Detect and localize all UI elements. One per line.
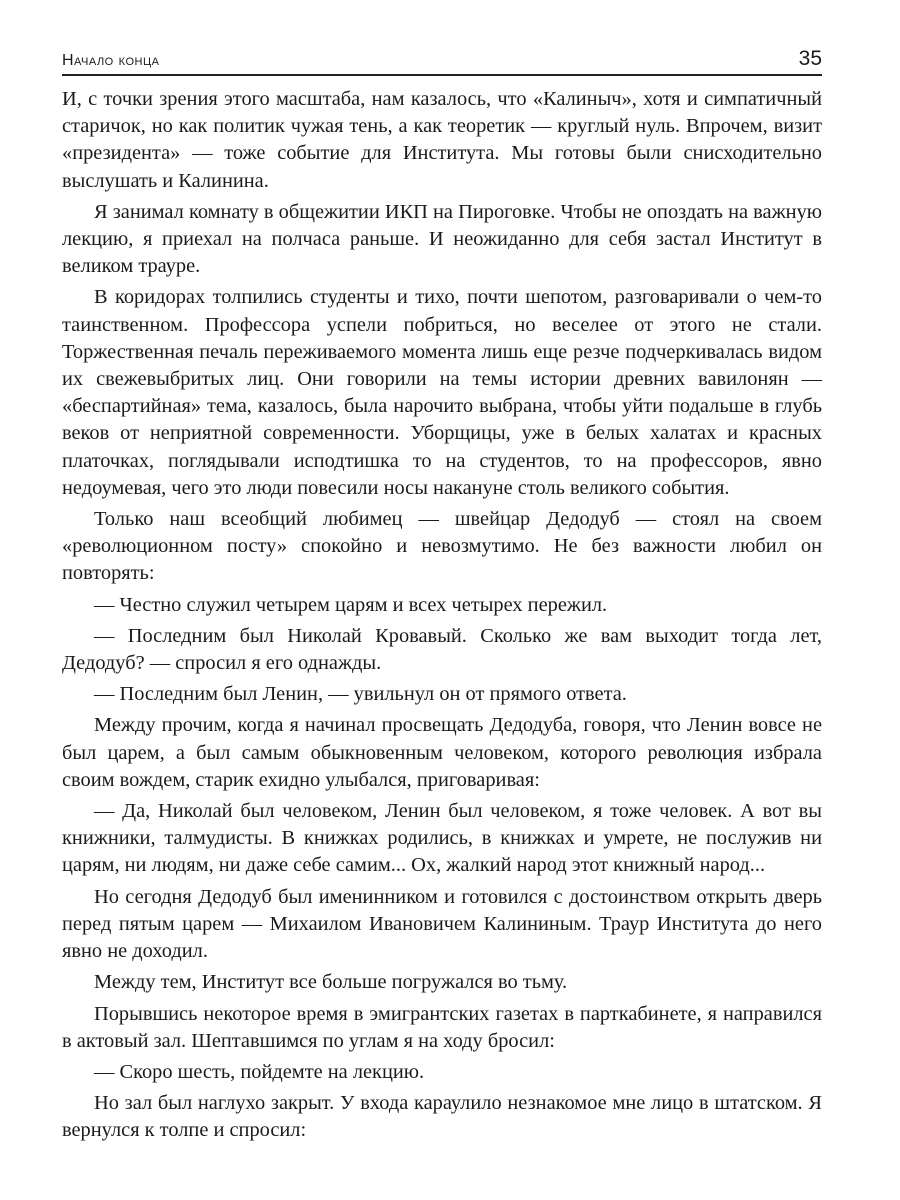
paragraph: И, с точки зрения этого масштаба, нам казалось, что «Калиныч», хотя и симпатичный старичок, но как политик чужая тень, а как теоретик — круглый нуль. Впрочем, визит «президента» — тоже событие для Института. Мы готовы были снисходительно выслушать и Калинина. bbox=[62, 88, 822, 192]
chapter-title: Начало конца bbox=[62, 52, 160, 69]
dialogue-line: — Последним был Николай Кровавый. Сколько же вам выходит тогда лет, Дедодуб? — спросил я его однажды. bbox=[62, 624, 822, 675]
paragraph: Только наш всеобщий любимец — швейцар Дедодуб — стоял на своем «революционном посту» спокойно и невозмутимо. Не без важности любил он повторять: bbox=[62, 508, 822, 585]
paragraph: Но зал был наглухо закрыт. У входа караулило незнакомое мне лицо в штатском. Я вернулся к толпе и спросил: bbox=[62, 1092, 822, 1142]
body-text bbox=[62, 86, 822, 1149]
dialogue-line: — Честно служил четырем царям и всех четырех пережил. bbox=[94, 593, 608, 616]
dialogue-line: — Скоро шесть, пойдемте на лекцию. bbox=[94, 1060, 425, 1083]
page-number: 35 bbox=[798, 47, 822, 70]
dialogue-line: — Да, Николай был человеком, Ленин был человеком, я тоже человек. А вот вы книжники, талмудисты. В книжках родились, в книжках и умрете, не послужив ни царям, ни людям, ни даже себе самим... Ох, жалкий народ этот книжный народ... bbox=[62, 800, 822, 877]
paragraph: Но сегодня Дедодуб был именинником и готовился с достоинством открыть дверь перед пятым царем — Михаилом Ивановичем Калининым. Траур Института до него явно не доходил. bbox=[62, 885, 822, 963]
paragraph: Между тем, Институт все больше погружался во тьму. bbox=[94, 971, 568, 994]
dialogue-line: — Последним был Ленин, — увильнул он от прямого ответа. bbox=[94, 683, 627, 706]
paragraph: Между прочим, когда я начинал просвещать Дедодуба, говоря, что Ленин вовсе не был царем, а был самым обыкновенным человеком, которого революция избрала своим вождем, старик ехидно улыбался, приговаривая: bbox=[62, 714, 822, 791]
paragraph: Я занимал комнату в общежитии ИКП на Пироговке. Чтобы не опоздать на важную лекцию, я приехал на полчаса раньше. И неожиданно для себя застал Институт в великом трауре. bbox=[62, 200, 822, 278]
paragraph: В коридорах толпились студенты и тихо, почти шепотом, разговаривали о чем-то таинственном. Профессора успели побриться, но веселее от этого не стали. Торжественная печаль переживаемого момента лишь еще резче подчеркивалась видом их свежевыбритых лиц. Они говорили на темы истории древних вавилонян — «беспартийная» тема, казалось, была нарочито выбрана, чтобы уйти подальше в глубь веков от неприятной современности. Уборщицы, уже в белых халатах и красных платочках, поглядывали исподтишка то на студентов, то на профессоров, явно недоумевая, чего это люди повесили носы накануне столь великого события. bbox=[62, 286, 822, 499]
paragraph: Порывшись некоторое время в эмигрантских газетах в парткабинете, я направился в актовый зал. Шептавшимся по углам я на ходу бросил: bbox=[62, 1002, 822, 1052]
running-header bbox=[62, 40, 822, 76]
